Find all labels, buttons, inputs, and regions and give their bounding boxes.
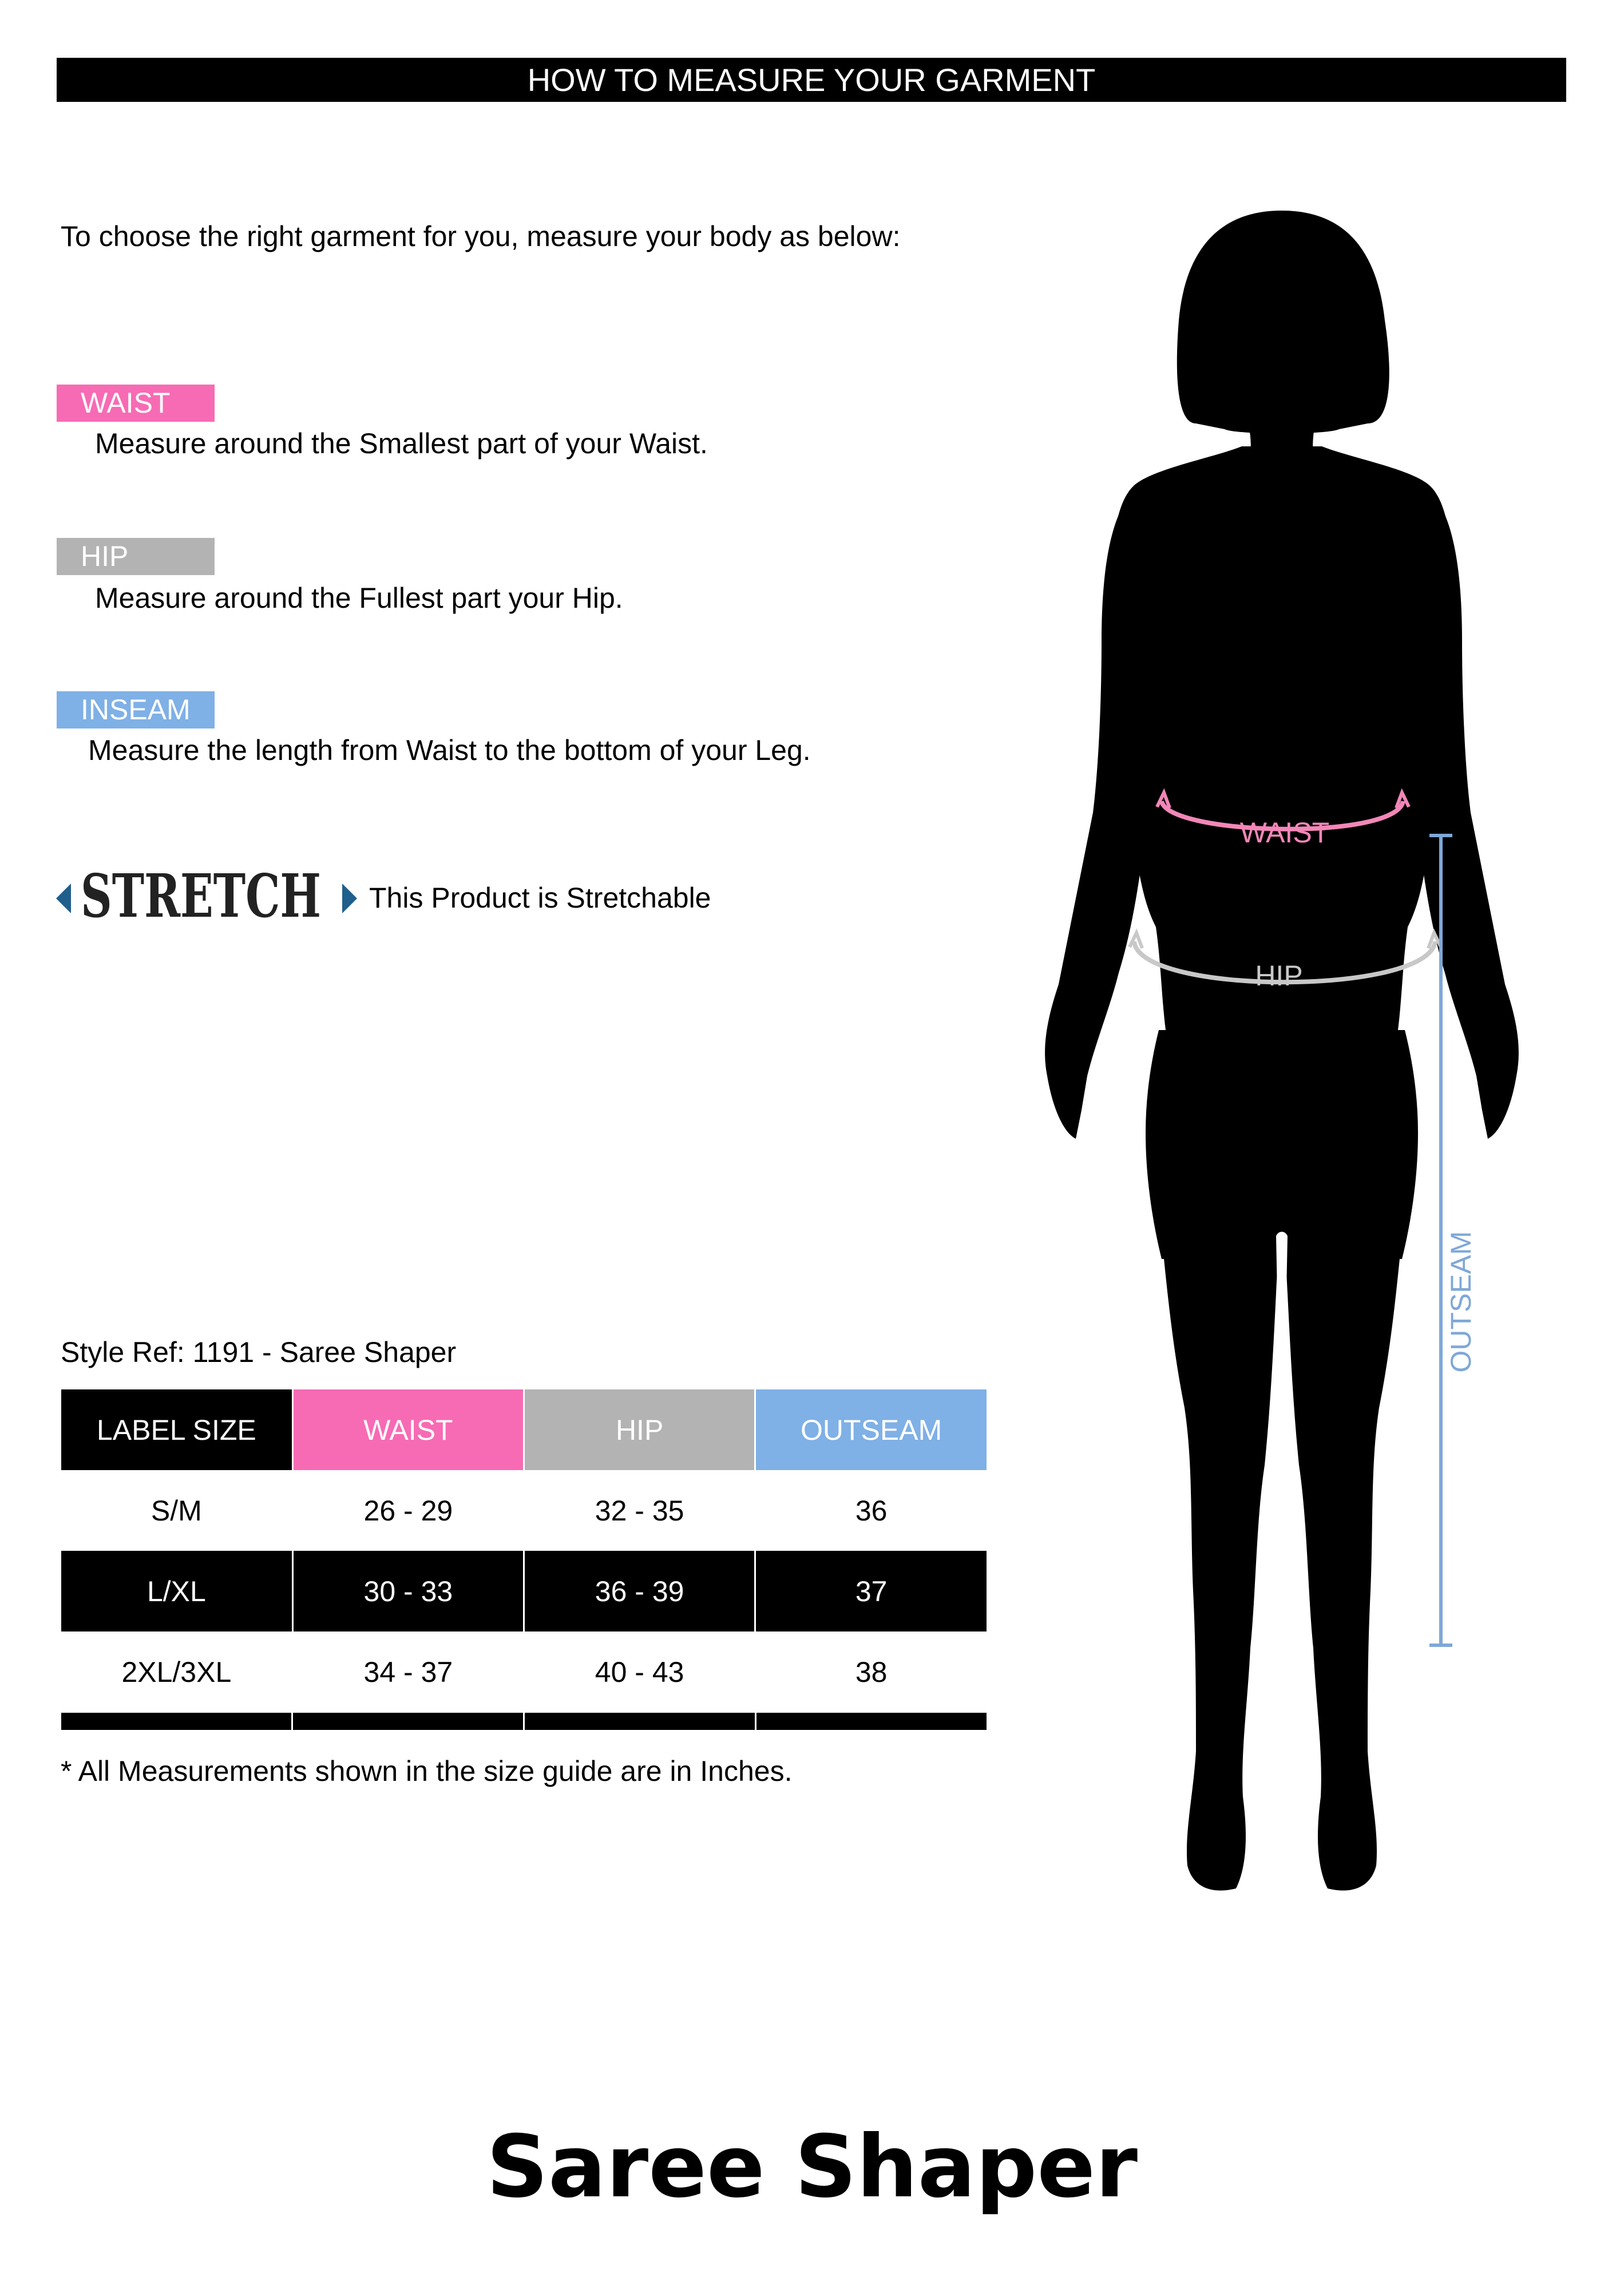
waist-description: Measure around the Smallest part of your Waist. bbox=[95, 427, 708, 460]
table-cell: 36 bbox=[755, 1470, 987, 1551]
table-cell: 30 - 33 bbox=[292, 1551, 524, 1631]
stretch-text: This Product is Stretchable bbox=[369, 882, 711, 914]
body-silhouette bbox=[1045, 211, 1519, 1891]
table-row bbox=[61, 1470, 987, 1551]
stretch-logo-text: STRETCH bbox=[81, 861, 321, 931]
table-cell: S/M bbox=[61, 1470, 292, 1551]
table-cell: 34 - 37 bbox=[292, 1631, 524, 1712]
table-row bbox=[61, 1551, 987, 1631]
size-table bbox=[61, 1389, 987, 1712]
style-ref: Style Ref: 1191 - Saree Shaper bbox=[61, 1336, 457, 1368]
product-title: Saree Shaper bbox=[486, 2117, 1138, 2217]
table-cell: 36 - 39 bbox=[524, 1551, 755, 1631]
table-row bbox=[61, 1631, 987, 1712]
header-hip: HIP bbox=[524, 1389, 755, 1470]
header-waist: WAIST bbox=[292, 1389, 524, 1470]
table-bottom-bar bbox=[61, 1713, 987, 1730]
hip-figure-label: HIP bbox=[1255, 960, 1303, 992]
table-cell: 26 - 29 bbox=[292, 1470, 524, 1551]
table-cell: 40 - 43 bbox=[524, 1631, 755, 1712]
body-silhouette-figure bbox=[996, 206, 1568, 1911]
page-header: HOW TO MEASURE YOUR GARMENT bbox=[57, 58, 1566, 102]
inseam-tag: INSEAM bbox=[57, 691, 215, 728]
table-cell: L/XL bbox=[61, 1551, 292, 1631]
table-cell: 38 bbox=[755, 1631, 987, 1712]
inseam-description: Measure the length from Waist to the bottom of your Leg. bbox=[88, 734, 811, 766]
table-cell: 2XL/3XL bbox=[61, 1631, 292, 1712]
stretch-logo bbox=[55, 861, 358, 933]
right-arrow-icon bbox=[342, 884, 357, 913]
table-cell: 37 bbox=[755, 1551, 987, 1631]
left-arrow-icon bbox=[56, 884, 71, 913]
waist-tag: WAIST bbox=[57, 385, 215, 422]
outseam-figure-label: OUTSEAM bbox=[1445, 1231, 1477, 1373]
measurement-note: * All Measurements shown in the size guide are in Inches. bbox=[61, 1755, 793, 1787]
intro-text: To choose the right garment for you, measure your body as below: bbox=[61, 220, 901, 252]
hip-description: Measure around the Fullest part your Hip. bbox=[95, 582, 623, 614]
waist-figure-label: WAIST bbox=[1239, 817, 1330, 849]
hip-tag: HIP bbox=[57, 538, 215, 575]
header-label-size: LABEL SIZE bbox=[61, 1389, 292, 1470]
table-header-row bbox=[61, 1389, 987, 1470]
header-outseam: OUTSEAM bbox=[755, 1389, 987, 1470]
table-cell: 32 - 35 bbox=[524, 1470, 755, 1551]
